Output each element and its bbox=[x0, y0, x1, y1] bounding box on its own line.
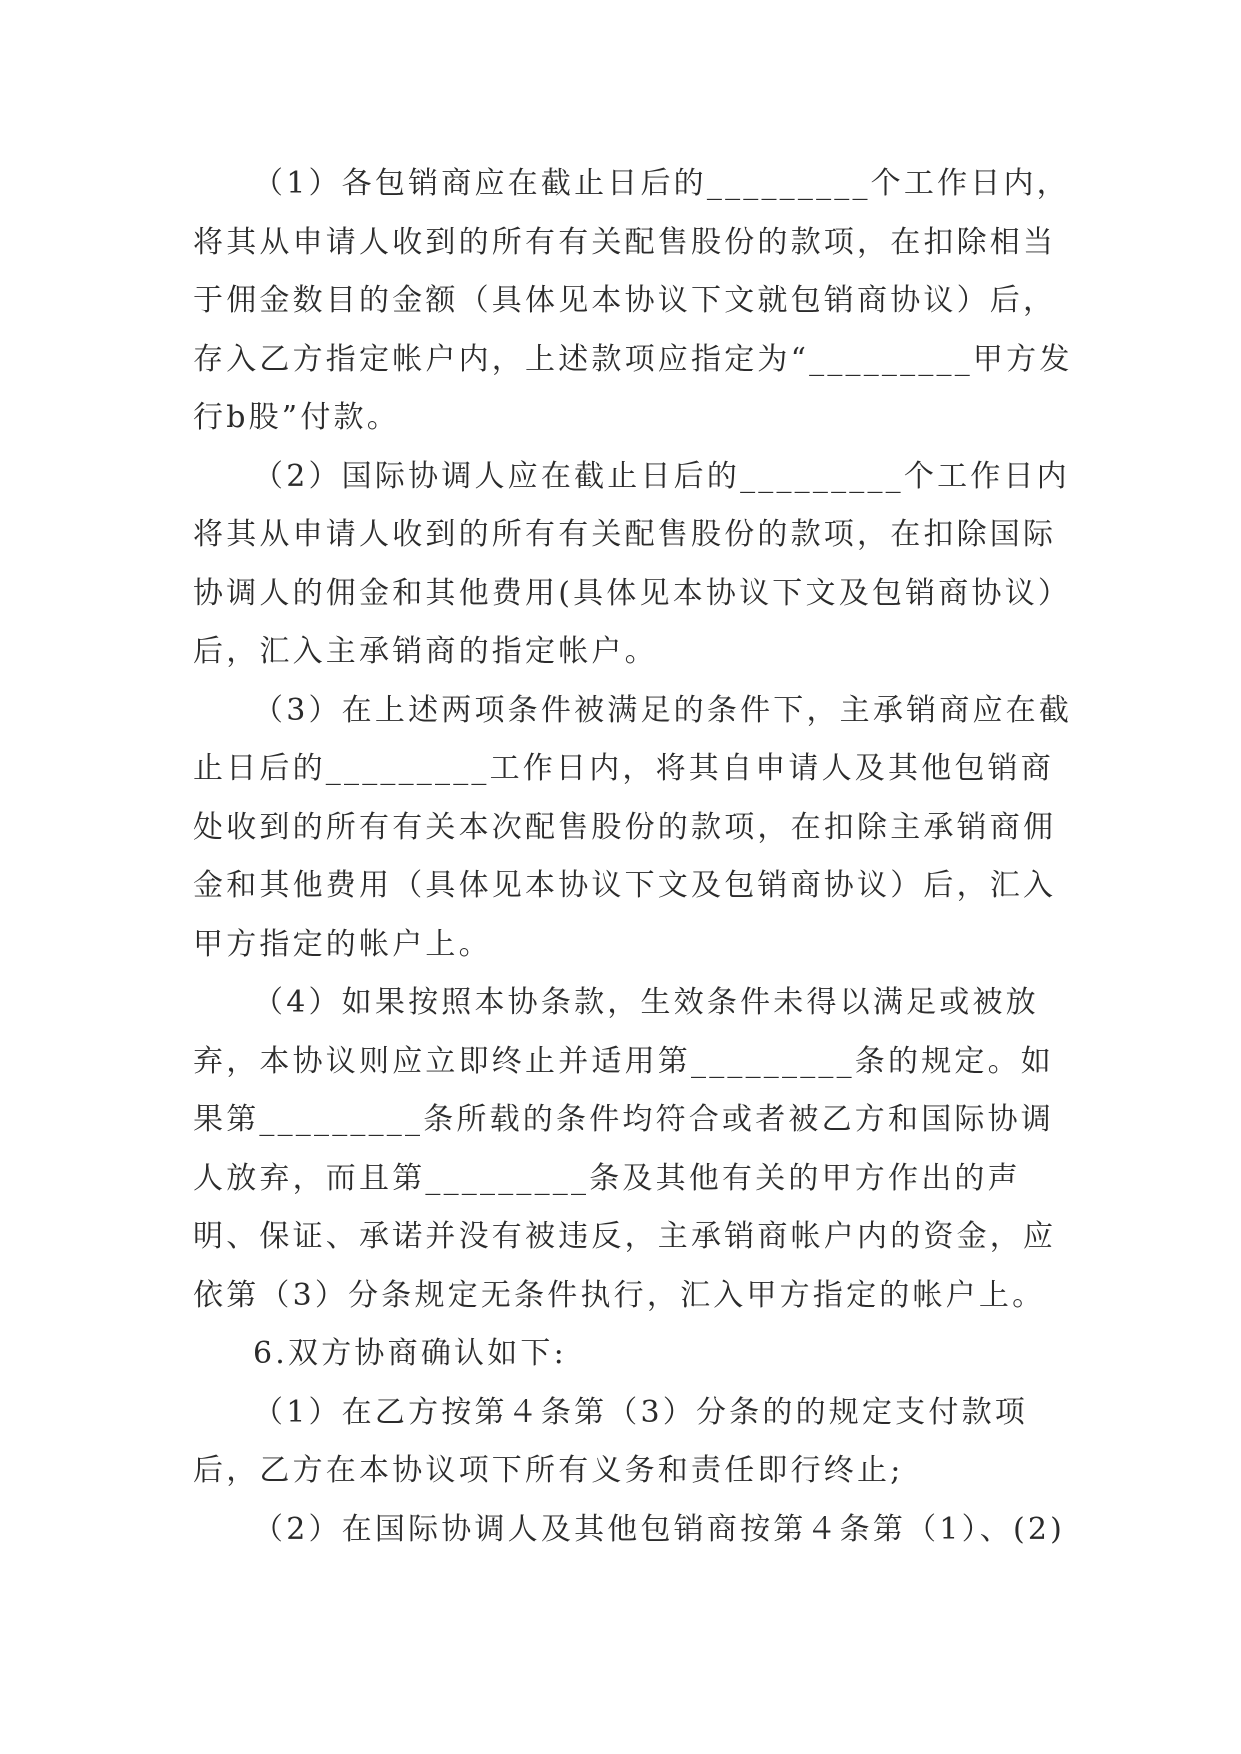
section-6-item-1: （1）在乙方按第４条第（3）分条的的规定支付款项后，乙方在本协议项下所有义务和责任即行终止; bbox=[193, 1394, 1028, 1488]
clause-3-paragraph: （3）在上述两项条件被满足的条件下，主承销商应在截止日后的_________工作日内，将其自申请人及其他包销商处收到的所有有关本次配售股份的款项，在扣除主承销商佣金和其他费用（具体见本协议下文及包销商协议）后，汇入甲方指定的帐户上。 bbox=[193, 692, 1073, 962]
section-6-heading: 6.双方协商确认如下: bbox=[253, 1336, 567, 1371]
document-body bbox=[193, 155, 1073, 1559]
clause-4-paragraph: （4）如果按照本协条款，生效条件未得以满足或被放弃，本协议则应立即终止并适用第_________条的规定。如果第_________条所载的条件均符合或者被乙方和国际协调人放弃，而且第_________条及其他有关的甲方作出的声明、保证、承诺并没有被违反，主承销商帐户内的资金，应依第（3）分条规定无条件执行，汇入甲方指定的帐户上。 bbox=[193, 985, 1057, 1313]
section-6-item-2: （2）在国际协调人及其他包销商按第４条第（1）、(2) bbox=[253, 1511, 1066, 1547]
clause-1-paragraph: （1）各包销商应在截止日后的_________个工作日内，将其从申请人收到的所有有关配售股份的款项，在扣除相当于佣金数目的金额（具体见本协议下文就包销商协议）后，存入乙方指定帐户内，上述款项应指定为“_________甲方发行b股”付款。 bbox=[193, 166, 1073, 435]
clause-2-paragraph: （2）国际协调人应在截止日后的_________个工作日内将其从申请人收到的所有有关配售股份的款项，在扣除国际协调人的佣金和其他费用(具体见本协议下文及包销商协议）后，汇入主承销商的指定帐户。 bbox=[193, 458, 1072, 669]
